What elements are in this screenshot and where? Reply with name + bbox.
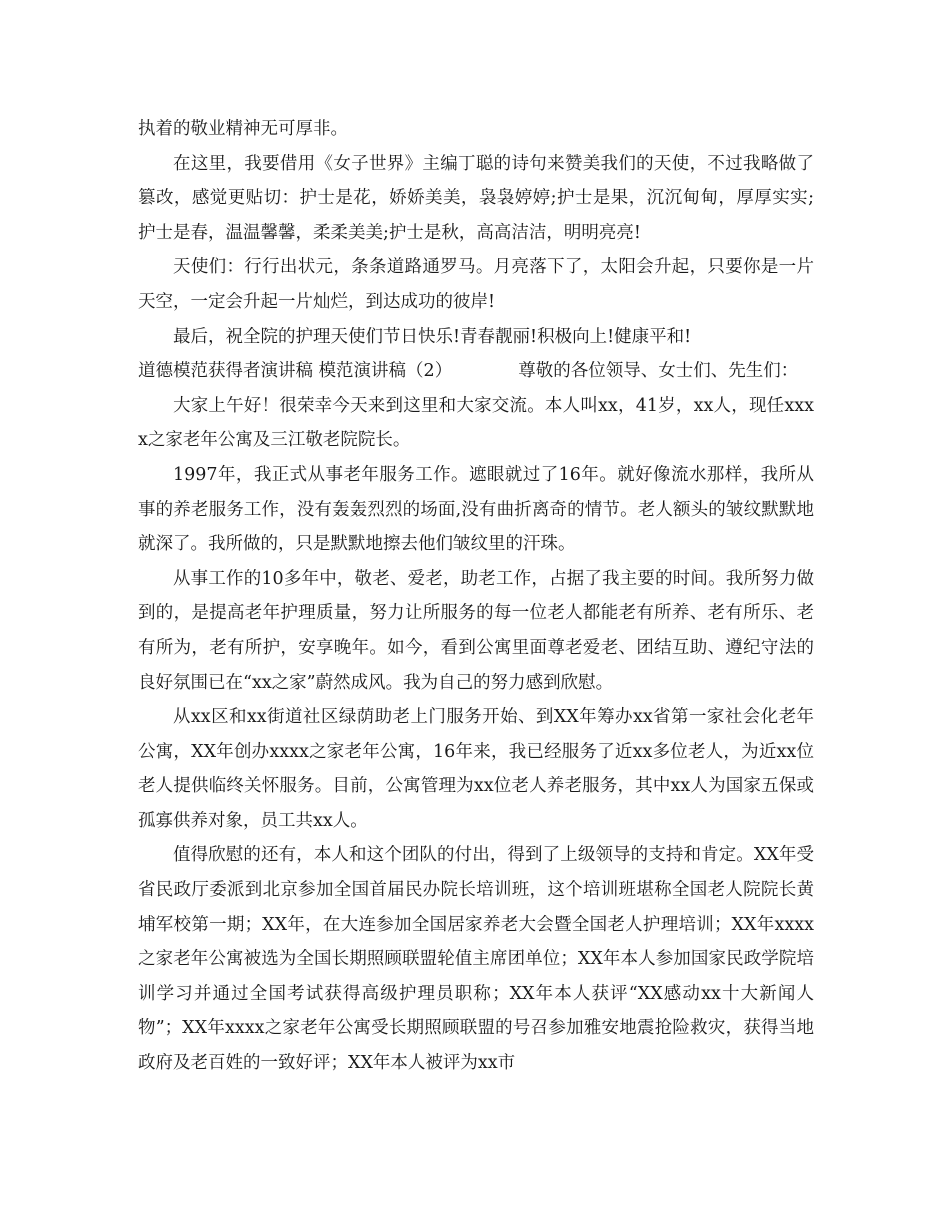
paragraph-service-history: 从xx区和xx街道社区绿荫助老上门服务开始、到XX年筹办xx省第一家社会化老年公寓，XX年创办xxxx之家老年公寓，16年来，我已经服务了近xx多位老人，为近xx位老人提供临终关怀服务。目前，公寓管理为xx位老人养老服务，其中xx人为国家五保或孤寡供养对象，员工共xx人。 (138, 707, 814, 831)
speech-heading (138, 354, 814, 389)
paragraph-work-goals: 从事工作的10多年中，敬老、爱老，助老工作，占据了我主要的时间。我所努力做到的，是提高老年护理质量，努力让所服务的每一位老人都能老有所养、老有所乐、老有所为，老有所护，安享晚年。如今，看到公寓里面尊老爱老、团结互助、遵纪守法的良好氛围已在“xx之家”蔚然成风。我为自己的努力感到欣慰。 (138, 568, 814, 693)
speech-title: 道德模范获得者演讲稿 模范演讲稿（2） (138, 361, 453, 382)
paragraph-closing-wish: 最后，祝全院的护理天使们节日快乐!青春靓丽!积极向上!健康平和! (173, 326, 692, 347)
paragraph-angels: 天使们：行行出状元，条条道路通罗马。月亮落下了，太阳会升起，只要你是一片天空，一定会升起一片灿烂，到达成功的彼岸! (138, 257, 814, 312)
speech-greeting: 尊敬的各位领导、女士们、先生们： (518, 361, 799, 382)
paragraph-achievements: 值得欣慰的还有，本人和这个团队的付出，得到了上级领导的支持和肯定。XX年受省民政厅委派到北京参加全国首届民办院长培训班，这个培训班堪称全国老人院院长黄埔军校第一期；XX年，在大连参加全国居家养老大会暨全国老人护理培训；XX年xxxx之家老年公寓被选为全国长期照顾联盟轮值主席团单位；XX年本人参加国家民政学院培训学习并通过全国考试获得高级护理员职称；XX年本人获评“XX感动xx十大新闻人物”；XX年xxxx之家老年公寓受长期照顾联盟的号召参加雅安地震抢险救灾，获得当地政府及老百姓的一致好评；XX年本人被评为xx市 (138, 845, 814, 1074)
paragraph-continuation: 执着的敬业精神无可厚非。 (138, 119, 348, 139)
paragraph-introduction: 大家上午好！很荣幸今天来到这里和大家交流。本人叫xx，41岁，xx人，现任xxxx之家老年公寓及三江敬老院院长。 (138, 395, 814, 451)
paragraph-poem: 在这里，我要借用《女子世界》主编丁聪的诗句来赞美我们的天使，不过我略做了篡改，感觉更贴切：护士是花，娇娇美美，袅袅婷婷;护士是果，沉沉甸甸，厚厚实实;护士是春，温温馨馨，柔柔美美;护士是秋，高高洁洁，明明亮亮! (138, 153, 814, 243)
paragraph-career-start: 1997年，我正式从事老年服务工作。遮眼就过了16年。就好像流水那样，我所从事的养老服务工作，没有轰轰烈烈的场面,没有曲折离奇的情节。老人额头的皱纹默默地就深了。我所做的，只是默默地擦去他们皱纹里的汗珠。 (138, 464, 814, 555)
document-body (138, 112, 814, 1081)
